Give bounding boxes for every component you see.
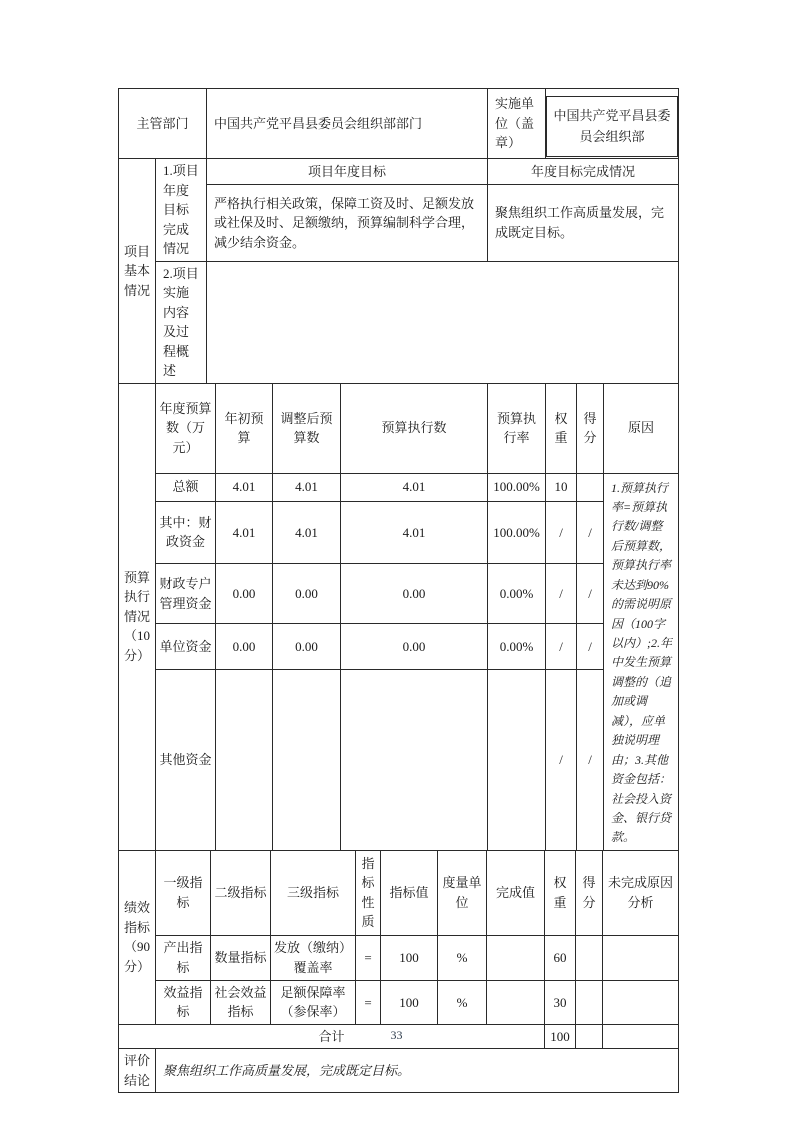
- budget-header-initial: 年初预算: [216, 383, 273, 473]
- implementer-value: 中国共产党平昌县委员会组织部: [546, 96, 678, 157]
- budget-header-adjusted: 调整后预算数: [273, 383, 341, 473]
- budget-header-score: 得分: [577, 383, 604, 473]
- budget-cell-rate: [488, 669, 546, 850]
- budget-row-total: [119, 473, 679, 501]
- goal-header: 项目年度目标: [207, 159, 488, 185]
- section-label-basic: 项目基本情况: [119, 159, 156, 384]
- indicator-completed: [487, 980, 545, 1024]
- indicator-nature: =: [356, 980, 381, 1024]
- budget-cell-executed: [341, 669, 488, 850]
- budget-cell-weight: /: [546, 564, 577, 624]
- indicator-value: 100: [381, 935, 438, 980]
- basic-info-band: [118, 158, 679, 384]
- budget-cell-rate: 0.00%: [488, 564, 546, 624]
- budget-cell-adjusted: 0.00: [273, 624, 341, 669]
- indicator-header-level1: 一级指标: [156, 850, 211, 935]
- implementer-stamp-cell: [546, 89, 679, 159]
- indicators-band: [118, 850, 679, 1050]
- budget-cell-score: /: [577, 624, 604, 669]
- indicator-analysis: [603, 980, 679, 1024]
- budget-row-label: 财政专户管理资金: [156, 564, 216, 624]
- indicator-analysis: [603, 935, 679, 980]
- indicator-completed: [487, 935, 545, 980]
- budget-cell-adjusted: [273, 669, 341, 850]
- conclusion-label: 评价结论: [119, 1049, 156, 1093]
- supervisor-value: 中国共产党平昌县委员会组织部部门: [207, 89, 488, 159]
- item1-label: 1.项目年度目标完成情况: [156, 159, 207, 262]
- indicator-header-nature: 指标性质: [356, 850, 381, 935]
- budget-cell-weight: /: [546, 669, 577, 850]
- budget-row-label: 其中：财政资金: [156, 501, 216, 563]
- item2-label: 2.项目实施内容及过程概述: [156, 261, 207, 383]
- budget-cell-adjusted: 0.00: [273, 564, 341, 624]
- indicator-score: [576, 980, 603, 1024]
- budget-cell-adjusted: 4.01: [273, 473, 341, 501]
- evaluation-table: [118, 88, 678, 1093]
- page-number: 33: [390, 1028, 403, 1042]
- budget-cell-initial: 4.01: [216, 473, 273, 501]
- budget-cell-initial: 0.00: [216, 624, 273, 669]
- budget-cell-executed: 0.00: [341, 624, 488, 669]
- indicator-unit: %: [438, 980, 487, 1024]
- supervisor-label: 主管部门: [119, 89, 207, 159]
- indicator-header-level3: 三级指标: [271, 850, 356, 935]
- budget-cell-initial: 0.00: [216, 564, 273, 624]
- budget-cell-score: [577, 473, 604, 501]
- budget-cell-score: /: [577, 501, 604, 563]
- indicator-level1: 产出指标: [156, 935, 211, 980]
- budget-cell-executed: 4.01: [341, 501, 488, 563]
- budget-header-annual: 年度预算数（万元）: [156, 383, 216, 473]
- conclusion-text: 聚焦组织工作高质量发展，完成既定目标。: [156, 1049, 679, 1093]
- completion-text: 聚焦组织工作高质量发展，完成既定目标。: [488, 185, 679, 261]
- indicator-header-unit: 度量单位: [438, 850, 487, 935]
- indicator-header-score: 得分: [576, 850, 603, 935]
- budget-row-label: 总额: [156, 473, 216, 501]
- indicator-row-benefit: [119, 980, 679, 1024]
- indicator-value: 100: [381, 980, 438, 1024]
- budget-cell-weight: 10: [546, 473, 577, 501]
- indicator-level1: 效益指标: [156, 980, 211, 1024]
- section-label-indicators: 绩效指标（90分）: [119, 850, 156, 1024]
- implementer-label: 实施单位（盖章）: [488, 89, 546, 159]
- indicator-weight: 30: [545, 980, 576, 1024]
- budget-cell-score: /: [577, 669, 604, 850]
- budget-cell-score: /: [577, 564, 604, 624]
- goal-text: 严格执行相关政策，保障工资及时、足额发放或社保及时、足额缴纳，预算编制科学合理，减少结余资金。: [207, 185, 488, 261]
- indicator-header-weight: 权重: [545, 850, 576, 935]
- indicator-level3: 发放（缴纳）覆盖率: [271, 935, 356, 980]
- budget-row-label: 其他资金: [156, 669, 216, 850]
- budget-cell-rate: 0.00%: [488, 624, 546, 669]
- indicator-unit: %: [438, 935, 487, 980]
- indicator-level2: 数量指标: [211, 935, 271, 980]
- budget-cell-adjusted: 4.01: [273, 501, 341, 563]
- indicator-level3: 足额保障率（参保率）: [271, 980, 356, 1024]
- indicator-level2: 社会效益指标: [211, 980, 271, 1024]
- budget-cell-initial: 4.01: [216, 501, 273, 563]
- header-band: [118, 88, 679, 159]
- budget-row-unit-funds: [119, 624, 679, 669]
- budget-cell-initial: [216, 669, 273, 850]
- budget-cell-executed: 0.00: [341, 564, 488, 624]
- total-weight: 100: [545, 1024, 576, 1049]
- budget-row-special-account: [119, 564, 679, 624]
- budget-header-reason: 原因: [604, 383, 679, 473]
- indicator-score: [576, 935, 603, 980]
- completion-header: 年度目标完成情况: [488, 159, 679, 185]
- budget-cell-rate: 100.00%: [488, 501, 546, 563]
- conclusion-band: [118, 1048, 679, 1093]
- indicator-nature: =: [356, 935, 381, 980]
- budget-reason-text: 1.预算执行率=预算执行数/调整后预算数，预算执行率未达到90%的需说明原因（100字以内）;2.年中发生预算调整的（追加或调减），应单独说明理由；3.其他资金包括：社会投入资金、银行贷款。: [604, 473, 679, 850]
- budget-header-weight: 权重: [546, 383, 577, 473]
- budget-row-fiscal: [119, 501, 679, 563]
- budget-cell-weight: /: [546, 501, 577, 563]
- budget-header-executed: 预算执行数: [341, 383, 488, 473]
- indicator-weight: 60: [545, 935, 576, 980]
- budget-row-other-funds: [119, 669, 679, 850]
- indicator-header-level2: 二级指标: [211, 850, 271, 935]
- section-label-budget: 预算执行情况（10分）: [119, 383, 156, 850]
- budget-row-label: 单位资金: [156, 624, 216, 669]
- budget-cell-weight: /: [546, 624, 577, 669]
- item2-content: [207, 261, 679, 383]
- total-label: 合计: [119, 1024, 545, 1049]
- indicator-header-completed: 完成值: [487, 850, 545, 935]
- indicator-header-value: 指标值: [381, 850, 438, 935]
- budget-cell-executed: 4.01: [341, 473, 488, 501]
- budget-header-rate: 预算执行率: [488, 383, 546, 473]
- budget-cell-rate: 100.00%: [488, 473, 546, 501]
- indicator-row-output: [119, 935, 679, 980]
- indicator-header-analysis: 未完成原因分析: [603, 850, 679, 935]
- budget-band: [118, 383, 679, 851]
